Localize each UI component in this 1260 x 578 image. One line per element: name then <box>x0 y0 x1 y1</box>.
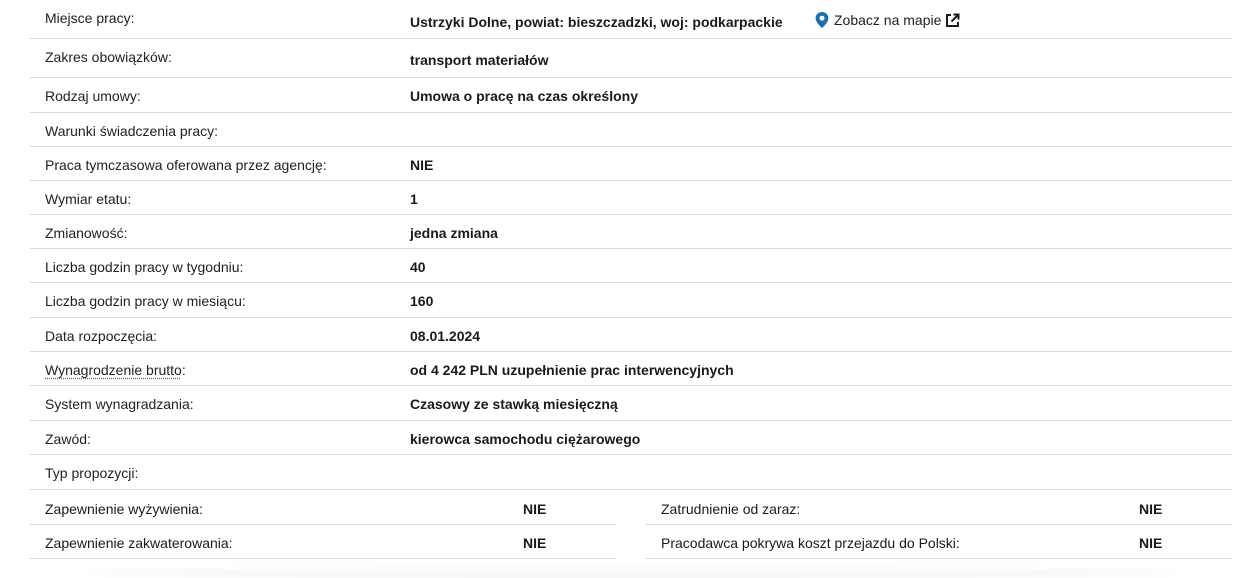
row-value: kierowca samochodu ciężarowego <box>410 431 641 447</box>
row-label: Wymiar etatu: <box>45 191 132 207</box>
row-duties <box>30 39 1232 78</box>
row-value: Czasowy ze stawką miesięczną <box>410 396 618 412</box>
row-value: transport materiałów <box>410 52 549 68</box>
external-link-icon <box>945 13 960 28</box>
row-label: Pracodawca pokrywa koszt przejazdu do Polski: <box>661 535 960 551</box>
row-contract-type <box>30 78 1232 113</box>
row-meals-provided <box>30 491 616 525</box>
row-occupation <box>30 421 1232 455</box>
row-offer-type <box>30 455 1232 490</box>
row-value: od 4 242 PLN uzupełnienie prac interwencyjnych <box>410 362 734 378</box>
row-working-time <box>30 181 1232 215</box>
row-label: Zakres obowiązków: <box>45 49 172 65</box>
see-on-map-link[interactable] <box>814 11 960 29</box>
row-accommodation-provided <box>30 525 616 559</box>
row-travel-cost-covered <box>646 525 1232 559</box>
row-value: NIE <box>1139 501 1163 517</box>
row-value: NIE <box>523 535 547 551</box>
row-value: 08.01.2024 <box>410 328 481 344</box>
row-label: Zmianowość: <box>45 225 128 241</box>
section-bottom-shadow <box>90 566 1180 578</box>
row-start-date <box>30 318 1232 352</box>
row-label: Miejsce pracy: <box>45 10 135 26</box>
row-label: Warunki świadczenia pracy: <box>45 123 218 139</box>
benefits-left-column <box>30 491 616 559</box>
row-salary-system <box>30 386 1232 421</box>
row-shifts <box>30 215 1232 249</box>
row-label: Zapewnienie wyżywienia: <box>45 501 203 517</box>
row-label: Liczba godzin pracy w miesiącu: <box>45 293 246 309</box>
row-value: Umowa o pracę na czas określony <box>410 88 638 104</box>
row-temporary-work <box>30 147 1232 181</box>
row-salary <box>30 352 1232 386</box>
row-label: Data rozpoczęcia: <box>45 328 158 344</box>
row-label: Typ propozycji: <box>45 465 139 481</box>
row-label-salary: Wynagrodzenie brutto: <box>45 362 186 378</box>
row-value: NIE <box>410 157 434 173</box>
details-table <box>30 0 1232 490</box>
map-pin-icon <box>814 11 830 29</box>
salary-term-tooltip[interactable]: Wynagrodzenie brutto <box>45 362 182 378</box>
see-on-map-label: Zobacz na mapie <box>834 12 942 28</box>
row-immediate-employment <box>646 491 1232 525</box>
row-value: Ustrzyki Dolne, powiat: bieszczadzki, woj: podkarpackie <box>410 14 783 30</box>
row-label: System wynagradzania: <box>45 396 194 412</box>
row-value: NIE <box>523 501 547 517</box>
row-value: 40 <box>410 259 426 275</box>
row-value: 1 <box>410 191 418 207</box>
row-work-conditions <box>30 113 1232 147</box>
row-label: Zapewnienie zakwaterowania: <box>45 535 233 551</box>
row-value: 160 <box>410 293 434 309</box>
row-value: jedna zmiana <box>410 225 498 241</box>
row-value: NIE <box>1139 535 1163 551</box>
row-label: Zawód: <box>45 431 91 447</box>
row-label: Praca tymczasowa oferowana przez agencję: <box>45 157 327 173</box>
row-hours-month <box>30 283 1232 318</box>
row-hours-week <box>30 249 1232 283</box>
benefits-right-column <box>646 491 1232 559</box>
row-label: Rodzaj umowy: <box>45 88 141 104</box>
row-label: Liczba godzin pracy w tygodniu: <box>45 259 244 275</box>
row-workplace <box>30 0 1232 39</box>
row-label: Zatrudnienie od zaraz: <box>661 501 801 517</box>
